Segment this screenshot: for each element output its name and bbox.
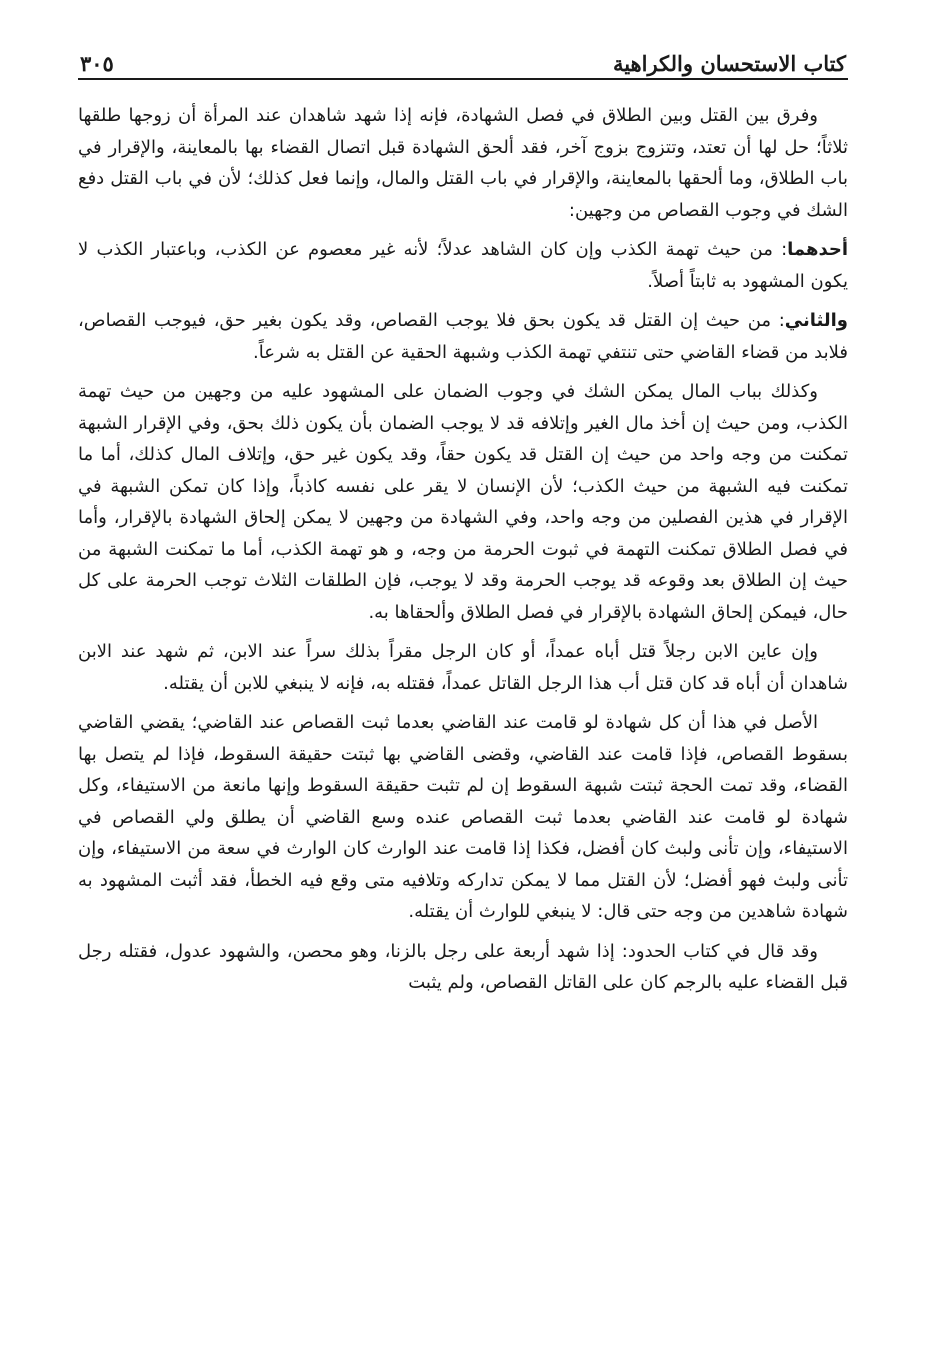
paragraph-text: : من حيث إن القتل قد يكون بحق فلا يوجب القصاص، وقد يكون بغير حق، فيوجب القصاص، فلابد من قضاء القاضي حتى تنتفي تهمة الكذب وشبهة الحقية عن القتل به شرعاً. [78, 310, 848, 363]
page-number: ٣٠٥ [80, 51, 114, 76]
running-header [78, 30, 848, 76]
book-page [78, 30, 848, 999]
paragraph [78, 305, 848, 368]
paragraph-text: وإن عاين الابن رجلاً قتل أباه عمداً، أو كان الرجل مقراً بذلك سراً عند الابن، ثم شهد عند الابن شاهدان أن أباه قد كان قتل أب هذا الرجل القاتل عمداً، فقتله به، فإنه لا ينبغي للابن أن يقتله. [78, 641, 848, 694]
running-title: كتاب الاستحسان والكراهية [612, 51, 846, 76]
paragraph-text: وقد قال في كتاب الحدود: إذا شهد أربعة على رجل بالزنا، وهو محصن، والشهود عدول، فقتله رجل قبل القضاء عليه بالرجم كان على القاتل القصاص، ولم يثبت [78, 940, 848, 993]
paragraph-term: والثاني [784, 310, 848, 331]
body-text [78, 100, 848, 999]
header-rule [78, 78, 848, 80]
paragraph-term: أحدهما [787, 239, 848, 260]
paragraph [78, 707, 848, 928]
paragraph-text: الأصل في هذا أن كل شهادة لو قامت عند القاضي بعدما ثبت القصاص عند القاضي؛ يقضي القاضي بسقوط القصاص، فإذا قامت عند القاضي، وقضى القاضي بها ثبتت حقيقة السقوط، فإذا لم يتصل بها القضاء، وقد تمت الحجة ثبتت شبهة السقوط إن لم تثبت حقيقة السقوط وإنها مانعة من الاستيفاء، وكل شهادة لو قامت عند القاضي بعدما ثبت القصاص عنده وسع القاضي أن يطلق ولي القصاص في الاستيفاء، وإن تأنى ولبث كان أفضل، فكذا إذا قامت عند الوارث كان الوارث في سعة من الاستيفاء، وإن تأنى ولبث فهو أفضل؛ لأن القتل مما لا يمكن تداركه وتلافيه متى وقع فيه الخطأ، فقد أثبت المشهود به شهادة شاهدين من وجه حتى قال: لا ينبغي للوارث أن يقتله. [78, 712, 848, 922]
paragraph [78, 936, 848, 999]
paragraph [78, 376, 848, 628]
paragraph-text: وفرق بين القتل وبين الطلاق في فصل الشهادة، فإنه إذا شهد شاهدان عند المرأة أن زوجها طلقها ثلاثاً؛ حل لها أن تعتد، وتتزوج بزوج آخر، فقد ألحق الشهادة قبل اتصال القضاء بها بالمعاينة، والإقرار في باب الطلاق، وما ألحقها بالمعاينة، والإقرار في باب القتل والمال، وإنما فعل كذلك؛ لأن في باب القتل دفع الشك في وجوب القصاص من وجهين: [78, 105, 848, 221]
paragraph [78, 234, 848, 297]
paragraph [78, 636, 848, 699]
paragraph-text: : من حيث تهمة الكذب وإن كان الشاهد عدلاً؛ لأنه غير معصوم عن الكذب، وباعتبار الكذب لا يكون المشهود به ثابتاً أصلاً. [78, 239, 848, 292]
paragraph [78, 100, 848, 226]
paragraph-text: وكذلك بباب المال يمكن الشك في وجوب الضمان على المشهود عليه من وجهين من حيث تهمة الكذب، ومن حيث إن أخذ مال الغير وإتلافه قد لا يوجب الضمان بأن يكون ذلك بحق، وفي الإقرار الشبهة تمكنت من وجه واحد من حيث إن القتل قد يكون حقاً، وقد يكون غير حق، وإتلاف المال كذلك، أما ما تمكنت فيه الشبهة من حيث الكذب؛ لأن الإنسان لا يقر على نفسه كاذباً، وإذا كان تمكن الشبهة في الإقرار في هذين الفصلين من وجه واحد، وفي الشهادة من وجهين لا يمكن إلحاق الشهادة بالإقرار، وأما في فصل الطلاق تمكنت التهمة في ثبوت الحرمة من وجه، و هو تهمة الكذب، أما ما تمكنت الشبهة من حيث إن الطلاق بعد وقوعه قد يوجب الحرمة وقد لا يوجب، فإن الطلقات الثلاث توجب الحرمة على كل حال، فيمكن إلحاق الشهادة بالإقرار في فصل الطلاق وألحقاها به. [78, 381, 848, 623]
